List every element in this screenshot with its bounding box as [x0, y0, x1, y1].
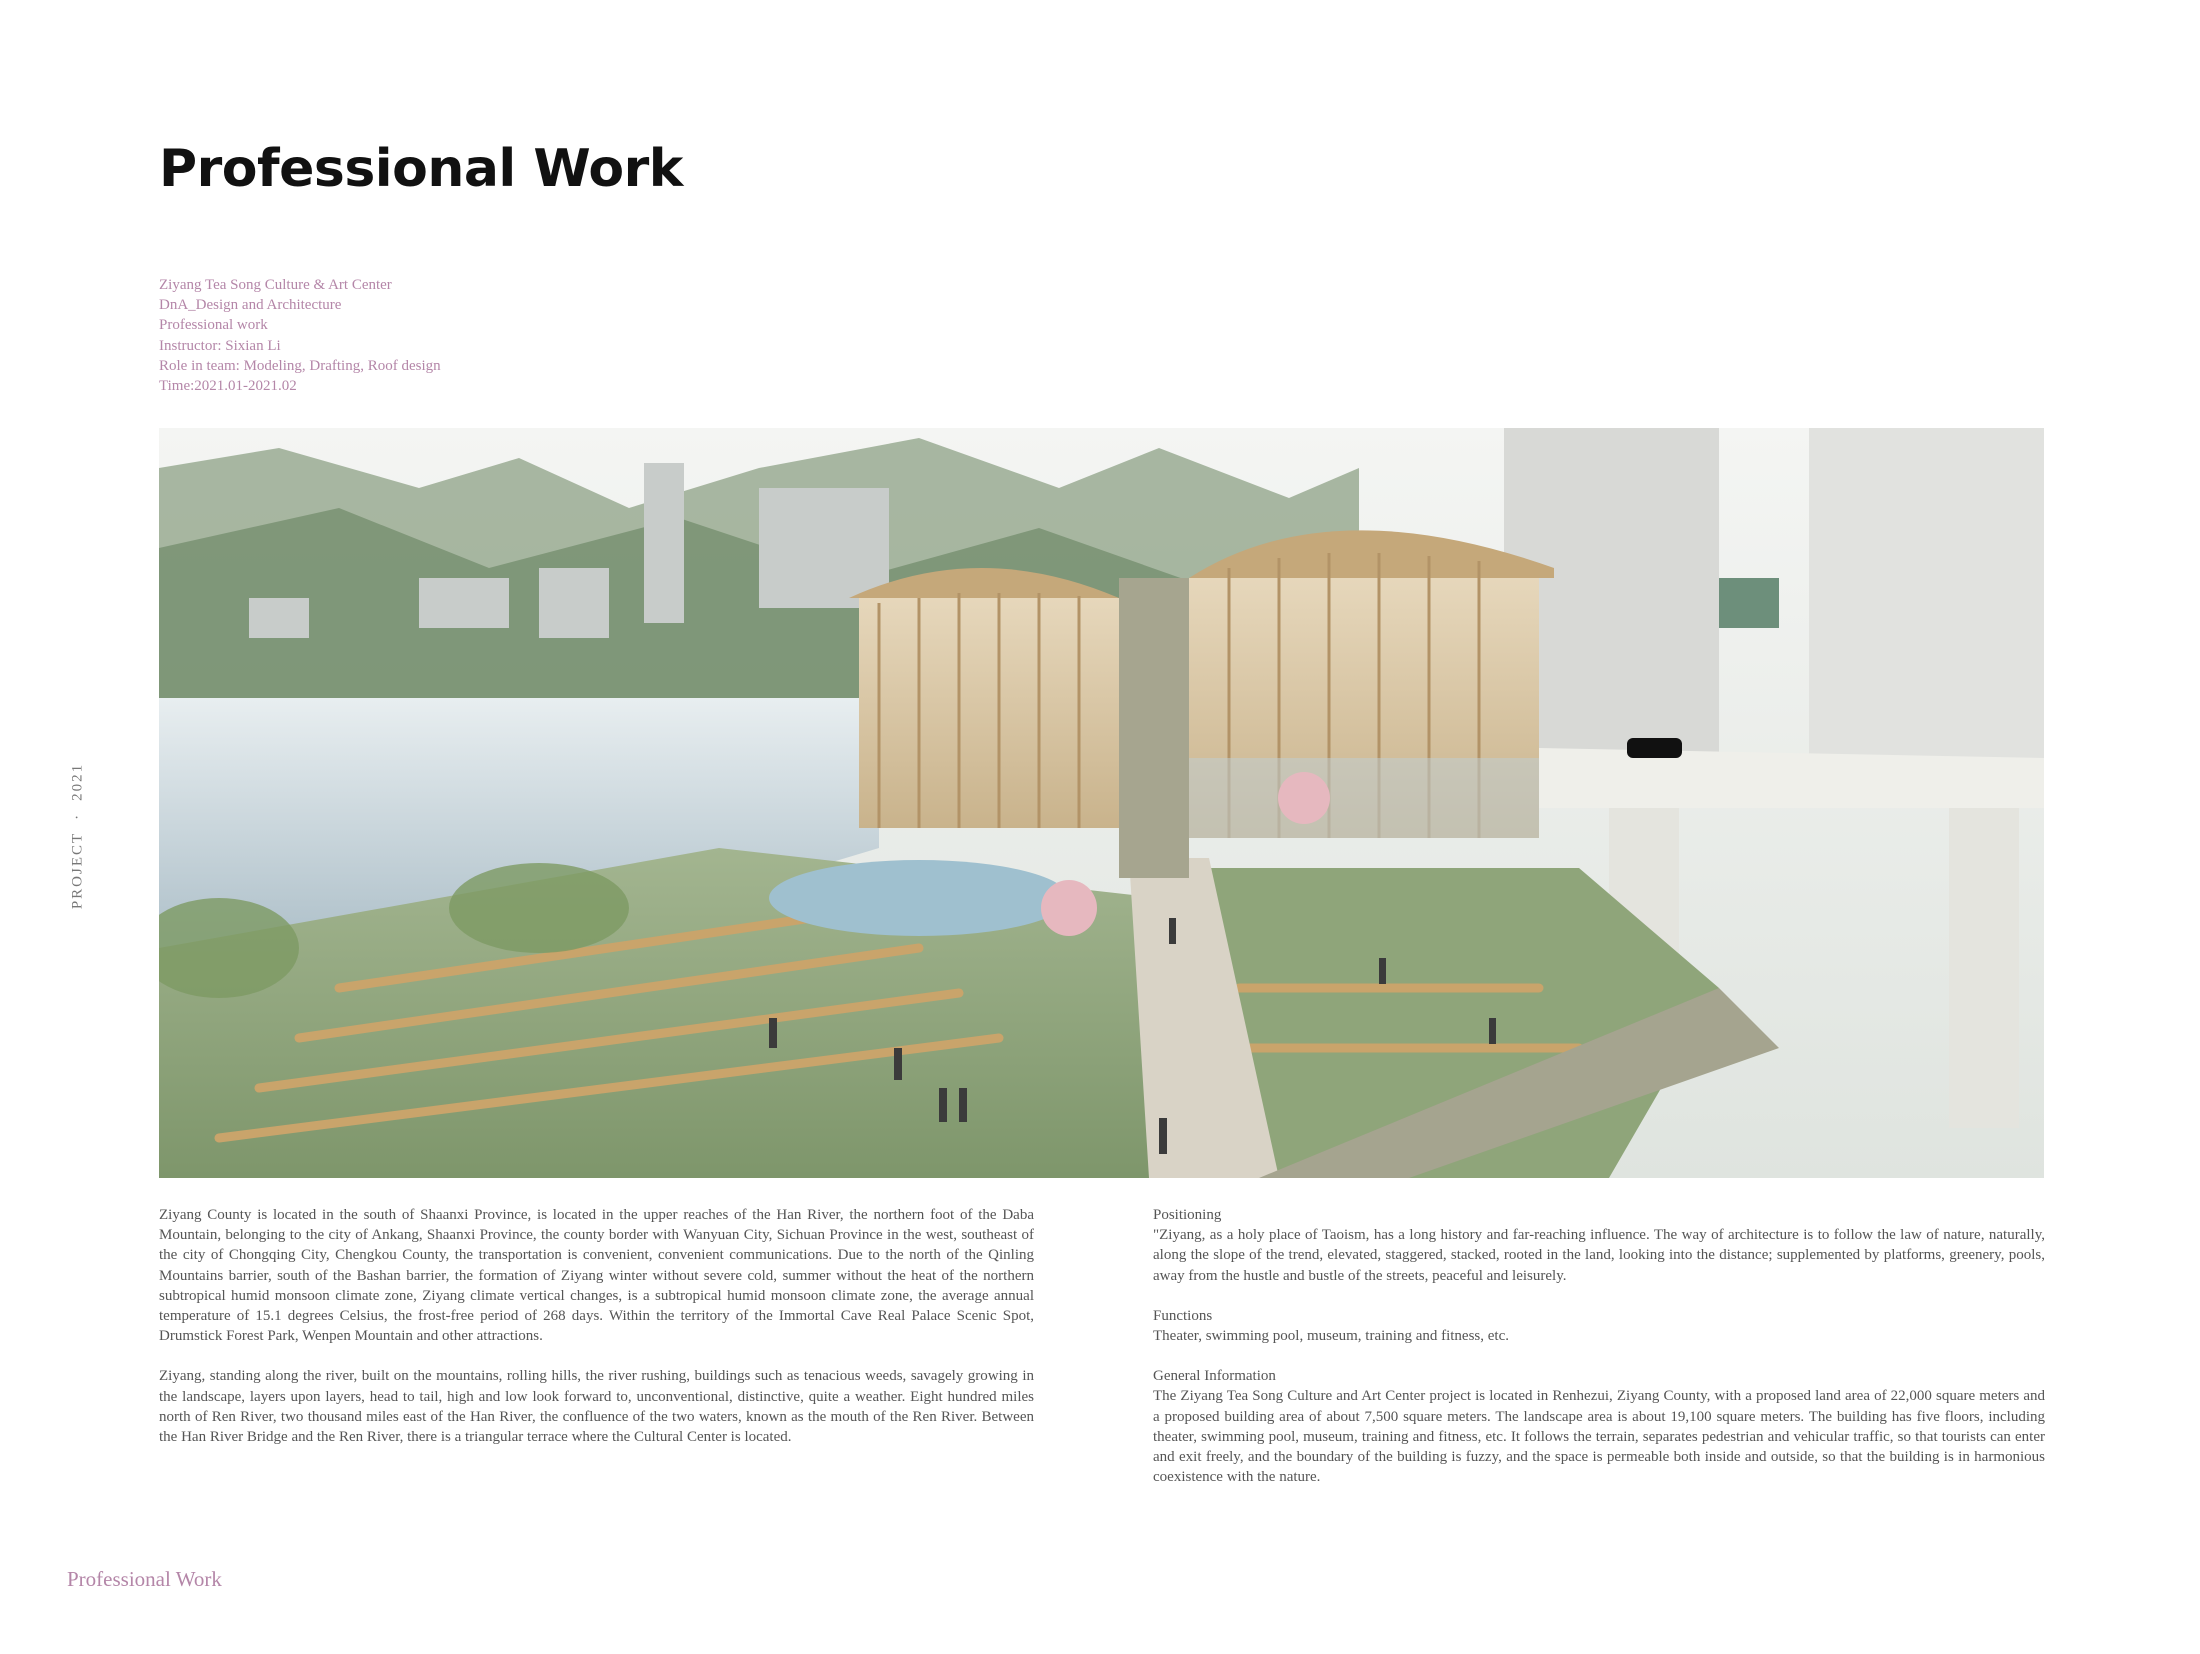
project-instructor: Instructor: Sixian Li — [159, 337, 281, 354]
functions-text: Theater, swimming pool, museum, training and fitness, etc. — [1153, 1328, 1509, 1345]
footer-label: Professional Work — [67, 1567, 222, 1591]
functions-heading: Functions — [1153, 1307, 1213, 1324]
positioning-text: "Ziyang, as a holy place of Taoism, has a long history and far-reaching influence. The way of architecture is to follow the law of nature, naturally, along the slope of the trend, elevated, staggered, stacked, rooted in the land, looking into the distance; supplemented by platforms, greenery, pools, away from the hustle and bustle of the streets, peaceful and leisurely. — [1153, 1227, 2045, 1284]
general-info-text: The Ziyang Tea Song Culture and Art Center project is located in Renhezui, Ziyang County, with a proposed land area of 22,000 square meters and a proposed building area of about 7,500 square meters. The landscape area is about 19,100 square meters. The building has five floors, including theater, swimming pool, museum, training and fitness, etc. It follows the terrain, separates pedestrian and vehicular traffic, so that tourists can enter and exit freely, and the boundary of the building is fuzzy, and the space is permeable both inside and outside, so that the building is in harmonious coexistence with the nature. — [1153, 1388, 2045, 1486]
project-name: Ziyang Tea Song Culture & Art Center — [159, 277, 392, 293]
side-label-project: PROJECT — [69, 831, 86, 910]
hero-rendering — [159, 428, 2044, 1178]
description-paragraph-1: Ziyang County is located in the south of Shaanxi Province, is located in the upper reaches of the Han River, the northern foot of the Daba Mountain, belonging to the city of Ankang, Shaanxi Province, the county border with Wanyuan City, Sichuan Province in the west, southeast of the city of Chongqing City, Chengkou County, the transportation is convenient, convenient communications. Due to the north of the Qinling Mountains barrier, south of the Bashan barrier, the formation of Ziyang winter without severe cold, summer without the heat of the northern subtropical humid monsoon climate zone, Ziyang climate vertical changes, is a subtropical humid monsoon climate zone, the average annual temperature of 15.1 degrees Celsius, the frost-free period of 268 days. Within the territory of the Immortal Cave Real Palace Scenic Spot, Drumstick Forest Park, Wenpen Mountain and other attractions. — [159, 1207, 1034, 1345]
side-label-separator: · — [69, 812, 86, 820]
project-time: Time:2021.01-2021.02 — [159, 378, 297, 395]
project-type: Professional work — [159, 317, 268, 334]
project-role: Role in team: Modeling, Drafting, Roof design — [159, 357, 441, 374]
hero-rendering-illustration — [159, 428, 2044, 1178]
side-label-year: 2021 — [69, 762, 86, 801]
functions-section — [1153, 1306, 2045, 1346]
description-paragraph-2: Ziyang, standing along the river, built on the mountains, rolling hills, the river rushing, buildings such as tenacious weeds, savagely growing in the landscape, layers upon layers, head to tail, high and low look forward to, unconventional, distinctive, quite a weather. Eight hundred miles north of Ren River, two thousand miles east of the Han River, the confluence of the two waters, known as the mouth of the Ren River. Between the Han River Bridge and the Ren River, there is a triangular terrace where the Cultural Center is located. — [159, 1368, 1034, 1446]
positioning-heading: Positioning — [1153, 1207, 1222, 1223]
description-left — [159, 1205, 1034, 1467]
general-info-section — [1153, 1366, 2045, 1487]
car — [1627, 738, 1682, 758]
page-title: Professional Work — [159, 139, 683, 199]
project-info — [159, 275, 441, 396]
general-info-heading: General Information — [1153, 1368, 1276, 1385]
project-firm: DnA_Design and Architecture — [159, 297, 342, 314]
stone-tower — [1119, 578, 1189, 878]
building-left — [849, 568, 1119, 828]
pool — [769, 860, 1069, 936]
bridge-pier-2 — [1949, 808, 2019, 1128]
description-right — [1153, 1205, 2045, 1507]
building-right — [1189, 530, 1554, 838]
positioning-section — [1153, 1205, 2045, 1286]
side-label — [70, 763, 87, 909]
bridge-deck — [1539, 748, 2044, 808]
